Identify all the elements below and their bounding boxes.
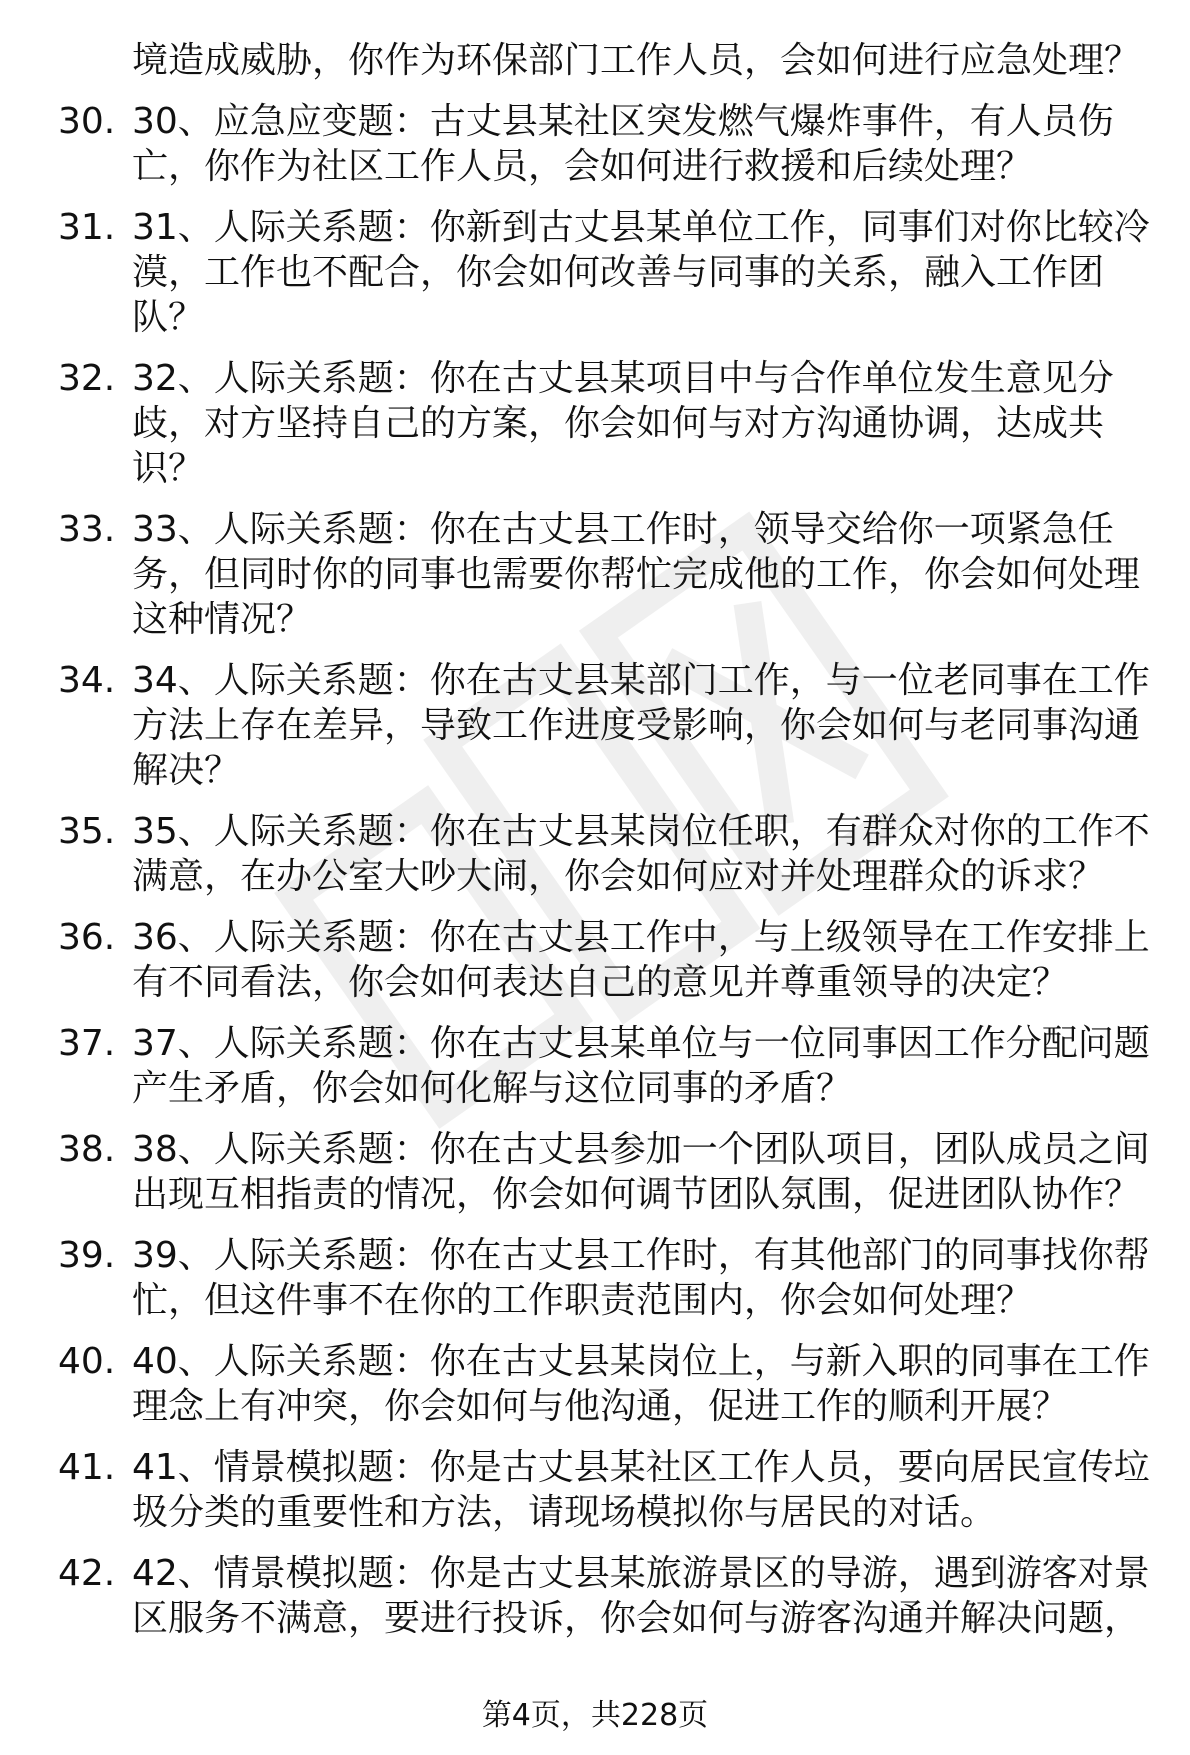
list-item [0, 507, 1190, 642]
item-text: 37、人际关系题：你在古丈县某单位与一位同事因工作分配问题产生矛盾，你会如何化解与这位同事的矛盾？ [132, 1023, 1150, 1109]
list-item [0, 658, 1190, 793]
list-item [0, 1551, 1190, 1641]
item-number: 42. [58, 1553, 116, 1594]
item-text: 34、人际关系题：你在古丈县某部门工作，与一位老同事在工作方法上存在差异，导致工作进度受影响，你会如何与老同事沟通解决？ [132, 660, 1150, 791]
item-text: 41、情景模拟题：你是古丈县某社区工作人员，要向居民宣传垃圾分类的重要性和方法，请现场模拟你与居民的对话。 [132, 1447, 1150, 1533]
continued-question-text: 境造成威胁，你作为环保部门工作人员，会如何进行应急处理？ [132, 40, 1141, 81]
item-number: 34. [58, 660, 116, 701]
item-text: 30、应急应变题：古丈县某社区突发燃气爆炸事件，有人员伤亡，你作为社区工作人员，会如何进行救援和后续处理？ [132, 101, 1114, 187]
item-number: 39. [58, 1235, 116, 1276]
page-footer: 第4页，共228页 [481, 1698, 709, 1733]
item-text: 38、人际关系题：你在古丈县参加一个团队项目，团队成员之间出现互相指责的情况，你会如何调节团队氛围，促进团队协作？ [132, 1129, 1150, 1215]
list-item [0, 915, 1190, 1005]
item-text: 40、人际关系题：你在古丈县某岗位上，与新入职的同事在工作理念上有冲突，你会如何与他沟通，促进工作的顺利开展？ [132, 1341, 1150, 1427]
list-item [0, 99, 1190, 189]
item-number: 31. [58, 207, 116, 248]
item-number: 41. [58, 1447, 116, 1488]
item-text: 31、人际关系题：你新到古丈县某单位工作，同事们对你比较冷漠，工作也不配合，你会如何改善与同事的关系，融入工作团队？ [132, 207, 1150, 338]
item-text: 36、人际关系题：你在古丈县工作中，与上级领导在工作安排上有不同看法，你会如何表达自己的意见并尊重领导的决定？ [132, 917, 1150, 1003]
item-number: 36. [58, 917, 116, 958]
list-item [0, 1339, 1190, 1429]
list-item [0, 205, 1190, 340]
item-text: 39、人际关系题：你在古丈县工作时，有其他部门的同事找你帮忙，但这件事不在你的工作职责范围内，你会如何处理？ [132, 1235, 1150, 1321]
item-text: 33、人际关系题：你在古丈县工作时，领导交给你一项紧急任务，但同时你的同事也需要你帮忙完成他的工作，你会如何处理这种情况？ [132, 509, 1141, 640]
list-item [0, 809, 1190, 899]
item-number: 40. [58, 1341, 116, 1382]
item-number: 30. [58, 101, 116, 142]
list-item [0, 1445, 1190, 1535]
item-number: 38. [58, 1129, 116, 1170]
item-number: 33. [58, 509, 116, 550]
list-item [0, 1233, 1190, 1323]
list-item [0, 1127, 1190, 1217]
list-item [0, 356, 1190, 491]
list-item [0, 1021, 1190, 1111]
item-number: 32. [58, 358, 116, 399]
document-body [0, 38, 1190, 1657]
item-number: 37. [58, 1023, 116, 1064]
item-text: 32、人际关系题：你在古丈县某项目中与合作单位发生意见分歧，对方坚持自己的方案，你会如何与对方沟通协调，达成共识？ [132, 358, 1114, 489]
item-text: 42、情景模拟题：你是古丈县某旅游景区的导游，遇到游客对景区服务不满意，要进行投诉，你会如何与游客沟通并解决问题， [132, 1553, 1150, 1639]
item-text: 35、人际关系题：你在古丈县某岗位任职，有群众对你的工作不满意，在办公室大吵大闹，你会如何应对并处理群众的诉求？ [132, 811, 1150, 897]
item-number: 35. [58, 811, 116, 852]
